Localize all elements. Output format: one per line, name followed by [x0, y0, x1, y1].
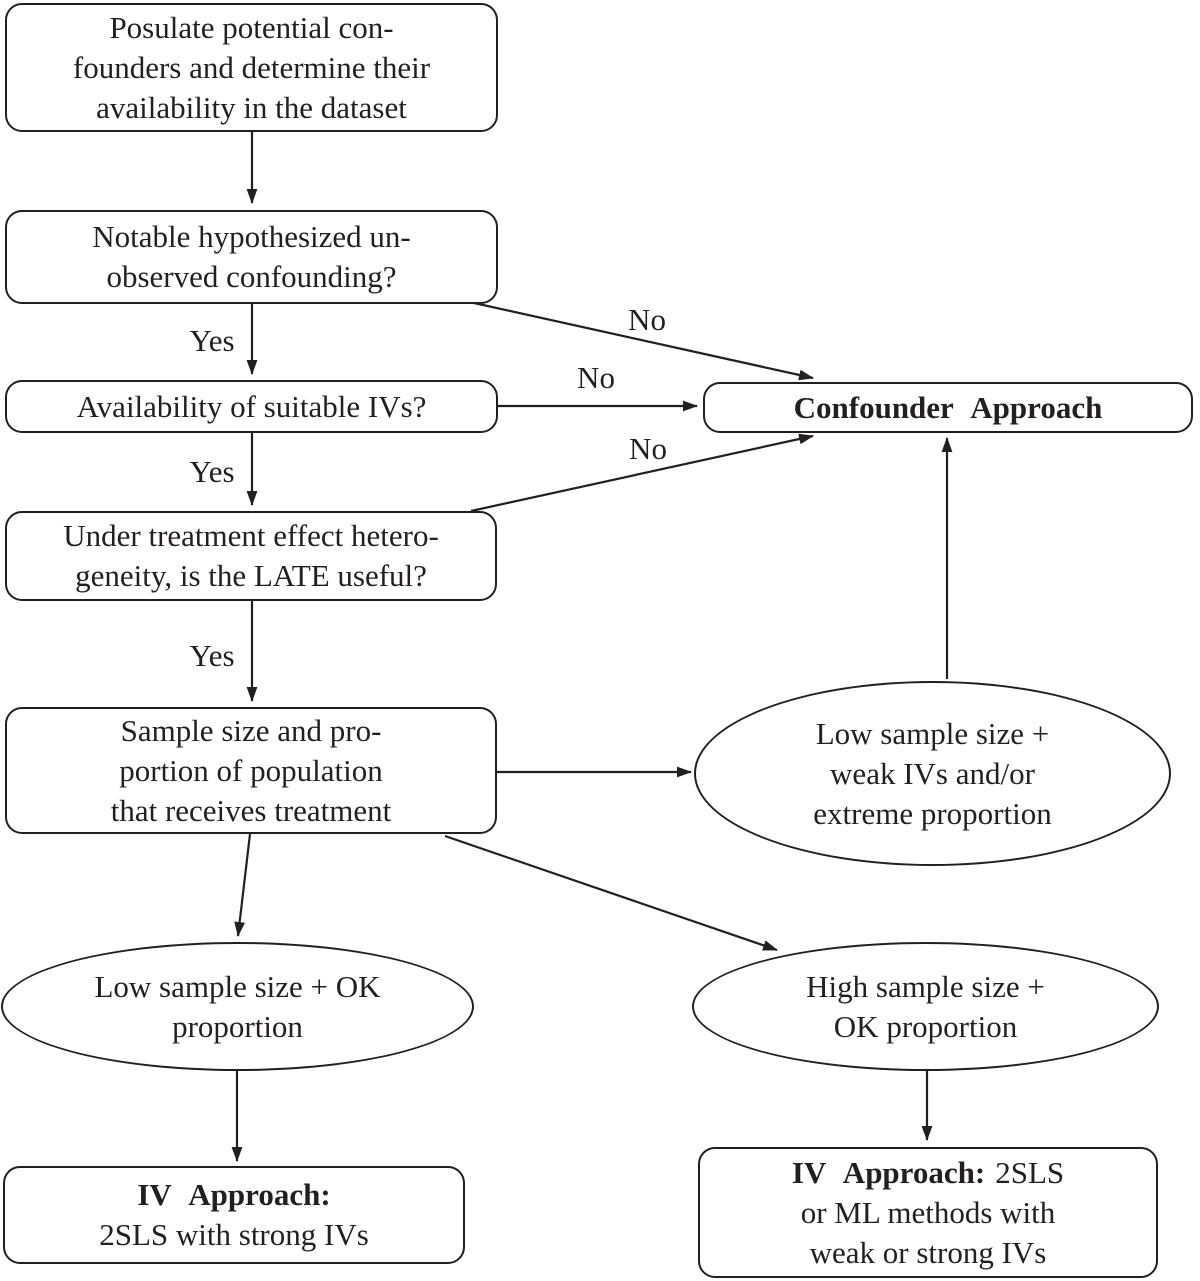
arrow-sample-to-high-ok — [445, 836, 777, 950]
node-low-sample-weak-ivs — [694, 681, 1171, 866]
node-suitable-ivs — [5, 380, 498, 433]
edge-label-no-1: No — [628, 302, 666, 337]
node-title-line — [792, 1153, 1064, 1193]
node-high-sample-ok-proportion — [692, 942, 1159, 1071]
edge-label-yes-1: Yes — [189, 323, 235, 358]
node-title: Confounder Approach — [793, 389, 1103, 425]
node-text-line: Posulate potential con- — [109, 9, 394, 45]
node-iv-approach-strong — [3, 1166, 465, 1264]
node-text-line: that receives treatment — [110, 792, 392, 828]
node-title: IV Approach: — [137, 1177, 331, 1212]
node-text-line: founders and determine their — [72, 49, 431, 85]
node-iv-approach-ml — [698, 1147, 1158, 1278]
node-text-line: Availability of suitable IVs? — [76, 388, 427, 424]
arrow-sample-to-low-ok — [238, 834, 250, 936]
edge-label-no-3: No — [629, 431, 667, 466]
node-text-line: portion of population — [119, 752, 383, 788]
node-text-line: proportion — [172, 1008, 303, 1044]
node-text-line: High sample size + — [806, 968, 1045, 1004]
node-text-line: Low sample size + — [815, 715, 1050, 751]
node-text-line: Notable hypothesized un- — [92, 219, 411, 254]
node-title-rest: 2SLS — [995, 1154, 1065, 1190]
node-text-line: or ML methods with — [800, 1194, 1056, 1230]
node-text-line: geneity, is the LATE useful? — [75, 558, 427, 593]
edge-label-no-2: No — [577, 360, 615, 395]
node-text-line: Under treatment effect hetero- — [63, 518, 439, 553]
node-text-line: weak or strong IVs — [809, 1234, 1047, 1270]
node-text-line: weak IVs and/or — [830, 755, 1035, 791]
node-text-line: Low sample size + OK — [94, 968, 381, 1004]
node-text-line: observed confounding? — [106, 259, 397, 294]
node-confounder-approach — [703, 382, 1193, 433]
node-unobserved-confounding — [5, 210, 498, 304]
node-postulate-confounders — [5, 3, 498, 132]
node-text-line: extreme proportion — [813, 795, 1052, 831]
node-sample-size — [5, 707, 497, 834]
node-title: IV Approach: — [791, 1154, 986, 1190]
node-text-line: availability in the dataset — [96, 89, 407, 125]
node-text-line: Sample size and pro- — [120, 712, 382, 748]
node-late-useful — [5, 511, 497, 601]
edge-label-yes-2: Yes — [189, 454, 235, 489]
node-low-sample-ok-proportion — [1, 942, 474, 1071]
node-text-line: OK proportion — [833, 1008, 1018, 1044]
node-text-line: 2SLS with strong IVs — [99, 1217, 369, 1252]
edge-label-yes-3: Yes — [189, 638, 235, 673]
